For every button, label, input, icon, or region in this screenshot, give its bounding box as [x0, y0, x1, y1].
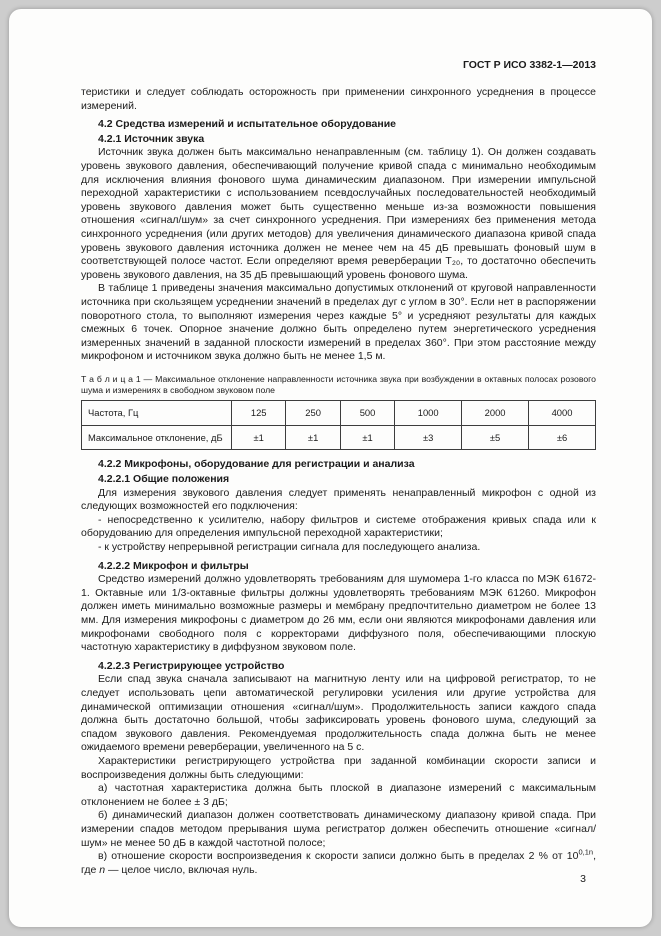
paragraph-sound-source-2: В таблице 1 приведены значения максимально допустимых отклонений от круговой направленности источника при скользящем усреднении значений в пределах дуг с углом в 30°. Если нет в распоряжении поворотного стола, то выполняют измерения через каждые 5° и усредняют результаты для каждых смежных 6 точек. Опорное значение должно быть определено путем энергетического усреднения измеренных значений в заданной плоскости измерений в пределах 360°. При этом расстояние между микрофоном и источником звука должно быть не менее 1,5 м.: [81, 282, 596, 363]
standard-number: ГОСТ Р ИСО 3382-1—2013: [462, 59, 596, 71]
table-cell: ±5: [462, 425, 529, 450]
list-item-a: а) частотная характеристика должна быть плоской в диапазоне измерений с максимальным отклонением не более ± 3 дБ;: [81, 782, 596, 808]
page-header: [9, 9, 652, 71]
paragraph-sound-source-1: Источник звука должен быть максимально ненаправленным (см. таблицу 1). Он должен создавать уровень звукового давления, обеспечивающий получение кривой спада с минимально необходимым для исключения влияния фонового шума динамическим диапазоном. При измерении импульсной переходной характеристики с использованием псевдослучайных последовательностей необходимый уровень звукового давления может быть существенно меньше из-за возможности повышения отношения «сигнал/шум» за счет синхронного усреднения. При измерениях без применения метода синхронного усреднения (или других методов) для увеличения динамического диапазона кривой спада уровень звукового давления источника должен не менее чем на 45 дБ превышать фоновый шум в соответствующей полосе частот. Если определяют время реверберации Т₂₀, то достаточно обеспечить уровень звукового давления, на 35 дБ превышающий уровень фонового шума.: [81, 146, 596, 281]
table-row-deviation: [82, 425, 596, 450]
page-number: 3: [580, 873, 586, 885]
table-cell: ±6: [529, 425, 596, 450]
list-item-v: [81, 847, 596, 877]
heading-4-2-2-1: 4.2.2.1 Общие положения: [98, 473, 230, 486]
paragraph-microphone-filters: Средство измерений должно удовлетворять требованиям для шумомера 1-го класса по МЭК 61672-1. Октавные или 1/3-октавные фильтры должны удовлетворять требованиям МЭК 61260. Микрофон должен иметь минимально возможные размеры и мембрану предпочтительно диаметром не более 13 мм. Для измерения микрофоны с диаметром до 26 мм, если они являются микрофонами давления или микрофонами свободного поля с корректорами диффузного поля, обеспечивающими плоскую частотную характеристику в диффузном звуковом поле.: [81, 573, 596, 654]
table-cell: 1000: [395, 401, 462, 426]
table-cell: ±1: [340, 425, 394, 450]
paragraph-recorder-2: Характеристики регистрирующего устройства при заданной комбинации скорости записи и воспроизведения должны быть следующими:: [81, 754, 596, 781]
exponent-value: 0,1n: [578, 847, 594, 857]
table-cell: ±1: [232, 425, 286, 450]
list-item-v-text: — целое число, включая нуль.: [105, 863, 258, 876]
table-1: [81, 400, 596, 450]
list-item-v-text: в) отношение скорости воспроизведения к скорости записи должно быть в пределах 2 % от 10: [98, 850, 579, 863]
list-item-v-text: , где: [81, 850, 596, 876]
heading-4-2: 4.2 Средства измерений и испытательное оборудование: [98, 118, 396, 131]
document-page: [9, 9, 652, 927]
table-row-frequency: [82, 401, 596, 426]
heading-4-2-2-2: 4.2.2.2 Микрофон и фильтры: [98, 559, 249, 572]
page-content: [9, 71, 652, 877]
list-item-b: б) динамический диапазон должен соответствовать динамическому диапазону кривой спада. При измерении спадов методом прерывания шума регистратор должен обеспечить отношение «сигнал/шум» не менее 50 дБ в каждой частотной полосе;: [81, 809, 596, 849]
list-item-dash-2: - к устройству непрерывной регистрации сигнала для последующего анализа.: [98, 541, 481, 554]
table-cell: ±3: [395, 425, 462, 450]
table-cell: ±1: [286, 425, 340, 450]
heading-4-2-1: 4.2.1 Источник звука: [98, 132, 205, 145]
table-cell: Частота, Гц: [82, 401, 232, 426]
table-cell: Максимальное отклонение, дБ: [82, 425, 232, 450]
paragraph-continuation: теристики и следует соблюдать осторожность при применении синхронного усреднения в процессе измерений.: [81, 86, 596, 112]
table-cell: 2000: [462, 401, 529, 426]
heading-4-2-2-3: 4.2.2.3 Регистрирующее устройство: [98, 659, 285, 672]
table-1-caption: Т а б л и ц а 1 — Максимальное отклонение направленности источника звука при возбуждении в октавных полосах розового шума и измерениях в свободном звуковом поле: [81, 373, 596, 396]
heading-4-2-2: 4.2.2 Микрофоны, оборудование для регистрации и анализа: [98, 458, 415, 471]
table-cell: 500: [340, 401, 394, 426]
table-cell: 125: [232, 401, 286, 426]
paragraph-recorder-1: Если спад звука сначала записывают на магнитную ленту или на цифровой регистратор, то не следует использовать цепи автоматической регулировки усиления или другие устройства для динамической оптимизации отношения «сигнал/шум». Продолжительность записи каждого спада должна быть достаточно большой, чтобы зафиксировать уровень фонового шума, следующий за спадом звукового давления. Рекомендуемая продолжительность спада должна быть не менее ожидаемого времени реверберации, увеличенного на 5 с.: [81, 673, 596, 754]
list-item-dash-1: - непосредственно к усилителю, набору фильтров и системе отображения кривых спада или к оборудованию для определения импульсной переходной характеристики;: [81, 513, 596, 540]
paragraph-microphone-general: Для измерения звукового давления следует применять ненаправленный микрофон с одной из следующих возможностей его подключения:: [81, 486, 596, 513]
table-cell: 250: [286, 401, 340, 426]
variable-n: n: [99, 863, 106, 876]
table-cell: 4000: [529, 401, 596, 426]
